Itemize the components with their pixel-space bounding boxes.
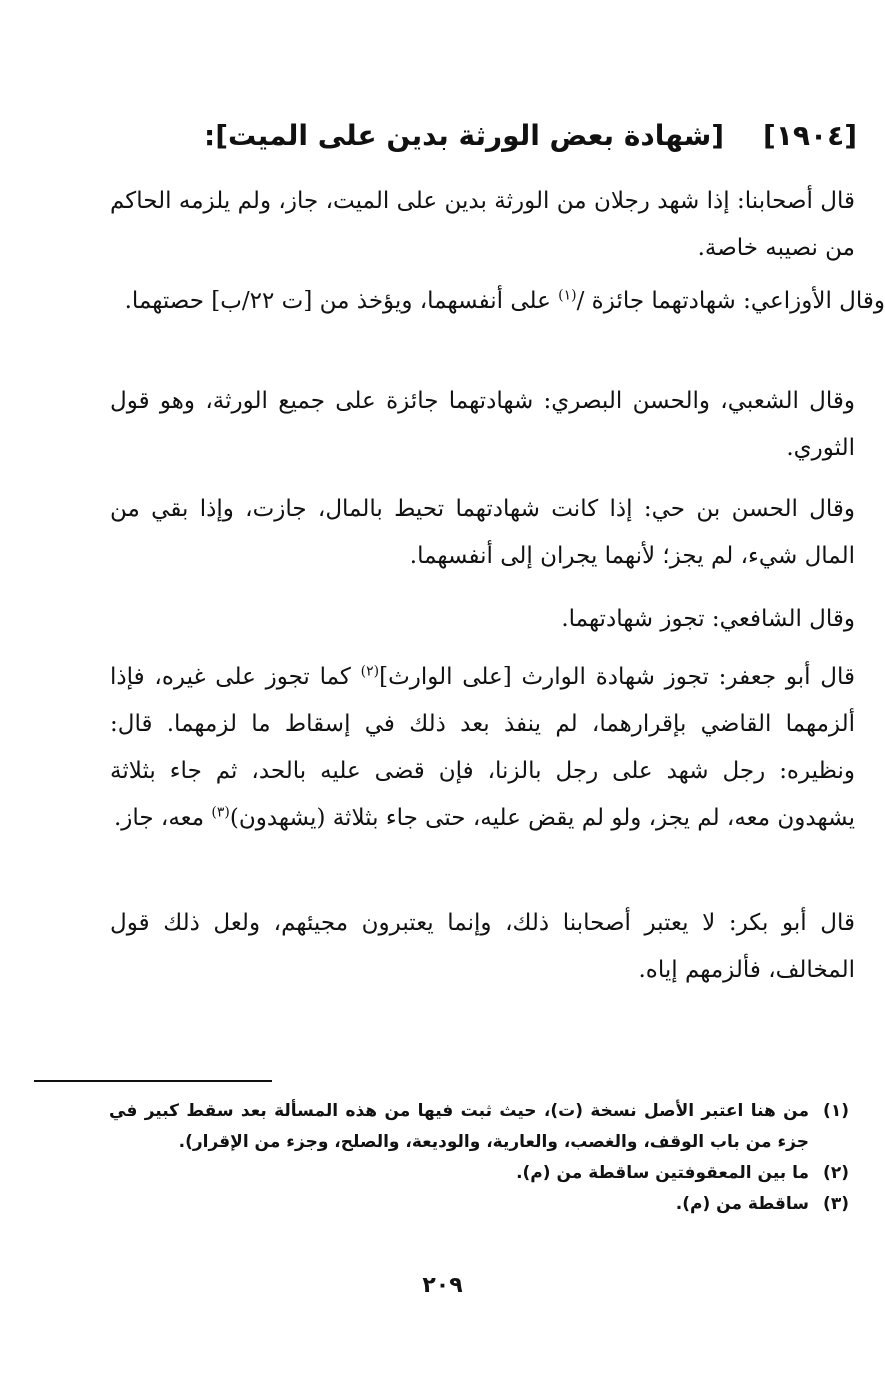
paragraph-1 <box>110 178 855 272</box>
footnote-1 <box>109 1096 849 1158</box>
paragraph-2 <box>10 278 885 325</box>
section-heading <box>27 118 857 154</box>
footnote-ref-3: (٣) <box>211 804 230 821</box>
footnote-text: ساقطة من (م). <box>675 1194 809 1214</box>
paragraph-text: قال أبو بكر: لا يعتبر أصحابنا ذلك، وإنما يعتبرون مجيئهم، ولعل ذلك قول المخالف، فألزمهم إياه. <box>110 910 855 983</box>
section-number: [١٩٠٤] <box>763 119 857 152</box>
paragraph-text: على أنفسهما، ويؤخذ من [ت ٢٢/ب] حصتهما. <box>124 288 559 314</box>
paragraph-3 <box>110 378 855 472</box>
page-number: ٢٠٩ <box>422 1273 463 1298</box>
paragraph-text: وقال الحسن بن حي: إذا كانت شهادتهما تحيط بالمال، جازت، وإذا بقي من المال شيء، لم يجز؛ لأنهما يجران إلى أنفسهما. <box>110 496 855 569</box>
paragraph-4 <box>110 486 855 580</box>
footnote-number: (٢) <box>823 1163 849 1183</box>
footnote-number: (١) <box>823 1101 849 1121</box>
paragraph-text: معه، جاز. <box>113 805 212 831</box>
paragraph-6 <box>110 654 855 842</box>
footnote-2 <box>109 1158 849 1189</box>
paragraph-7 <box>110 900 855 994</box>
footnote-text: من هنا اعتبر الأصل نسخة (ت)، حيث ثبت فيها من هذه المسألة بعد سقط كبير في جزء من باب الوقف، والغصب، والعارية، والوديعة، والصلح، وجزء من الإقرار). <box>109 1101 809 1152</box>
paragraph-text: وقال الشعبي، والحسن البصري: شهادتهما جائزة على جميع الورثة، وهو قول الثوري. <box>110 388 855 461</box>
paragraph-text: وقال الشافعي: تجوز شهادتهما. <box>561 606 855 632</box>
paragraph-text: قال أبو جعفر: تجوز شهادة الوارث [على الوارث] <box>379 664 855 690</box>
paragraph-text: كما تجوز على غيره، فإذا ألزمهما القاضي بإقرارهما، لم ينفذ بعد ذلك في إسقاط ما لزمهما. قال: ونظيره: رجل شهد على رجل بالزنا، فإن قضى عليه بالحد، ثم جاء بثلاثة يشهدون معه، لم يجز، ولو لم يقض عليه، حتى جاء بثلاثة (يشهدون) <box>110 664 855 831</box>
paragraph-text: قال أصحابنا: إذا شهد رجلان من الورثة بدين على الميت، جاز، ولم يلزمه الحاكم من نصيبه خاصة. <box>110 188 855 261</box>
footnote-text: ما بين المعقوفتين ساقطة من (م). <box>516 1163 809 1183</box>
paragraph-text: وقال الأوزاعي: شهادتهما جائزة / <box>576 288 885 314</box>
footnote-3 <box>109 1189 849 1220</box>
footnotes <box>109 1096 849 1220</box>
footnote-ref-2: (٢) <box>360 663 380 680</box>
section-title: [شهادة بعض الورثة بدين على الميت]: <box>204 119 725 152</box>
paragraph-5 <box>110 596 855 643</box>
footnote-divider <box>34 1080 272 1082</box>
footnote-ref-1: (١) <box>558 287 577 304</box>
footnote-number: (٣) <box>823 1194 849 1214</box>
